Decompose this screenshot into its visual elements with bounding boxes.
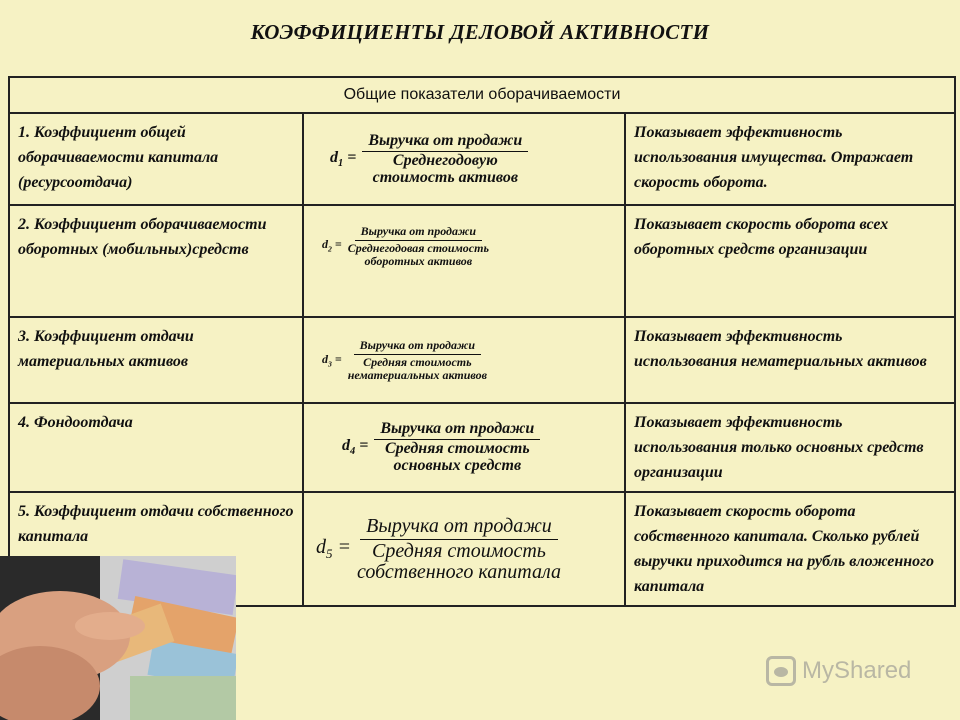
table-row [9, 317, 955, 403]
watermark: MyShared [766, 656, 911, 686]
formula-numerator: Выручка от продажи [355, 224, 482, 241]
formula-variable: $d_1$ = [330, 148, 357, 170]
formula-variable: $d_5$ = [316, 536, 351, 561]
formula-denominator: Средняя стоимость собственного капитала [357, 540, 561, 583]
ratio-description: Показывает скорость оборота собственного капитала. Сколько рублей выручки приходится на рубль вложенного капитала [625, 492, 955, 606]
myshared-logo-icon [766, 656, 796, 686]
ratio-description: Показывает эффективность использования имущества. Отражает скорость оборота. [625, 113, 955, 205]
ratio-name: 2. Коэффициент оборачиваемости оборотных (мобильных)средств [9, 205, 303, 317]
table-header-row [9, 77, 955, 113]
ratio-description: Показывает эффективность использования нематериальных активов [625, 317, 955, 403]
formula-variable: $d_4$ = [342, 437, 369, 458]
ratios-table [8, 76, 956, 607]
ratio-description: Показывает скорость оборота всех оборотных средств организации [625, 205, 955, 317]
table-row [9, 113, 955, 205]
formula-variable: $d_3$ = [322, 351, 342, 369]
ratio-name: 1. Коэффициент общей оборачиваемости капитала (ресурсоотдача) [9, 113, 303, 205]
ratio-name: 4. Фондоотдача [9, 403, 303, 492]
table-row [9, 403, 955, 492]
ratio-formula [303, 492, 625, 606]
formula-numerator: Выручка от продажи [362, 132, 528, 152]
ratio-name: 3. Коэффициент отдачи материальных активов [9, 317, 303, 403]
ratio-formula [303, 403, 625, 492]
formula-numerator: Выручка от продажи [374, 420, 540, 440]
table-row [9, 205, 955, 317]
ratio-formula [303, 317, 625, 403]
formula-numerator: Выручка от продажи [360, 515, 558, 540]
ratio-formula [303, 113, 625, 205]
page-title: КОЭФФИЦИЕНТЫ ДЕЛОВОЙ АКТИВНОСТИ [250, 20, 710, 44]
ratio-formula [303, 205, 625, 317]
money-photo [0, 556, 236, 720]
formula-denominator: Среднегодовую стоимость активов [372, 151, 519, 186]
formula-numerator: Выручка от продажи [354, 338, 481, 355]
ratio-name: 5. Коэффициент отдачи собственного капитала [9, 492, 303, 606]
ratio-description: Показывает эффективность использования только основных средств организации [625, 403, 955, 492]
formula-variable: $d_2$ = [322, 237, 342, 254]
formula-denominator: Среднегодовая стоимость оборотных активов [347, 241, 489, 268]
formula-denominator: Средняя стоимость основных средств [384, 440, 530, 474]
table-header: Общие показатели оборачиваемости [9, 77, 955, 113]
formula-denominator: Средняя стоимость нематериальных активов [347, 355, 487, 382]
